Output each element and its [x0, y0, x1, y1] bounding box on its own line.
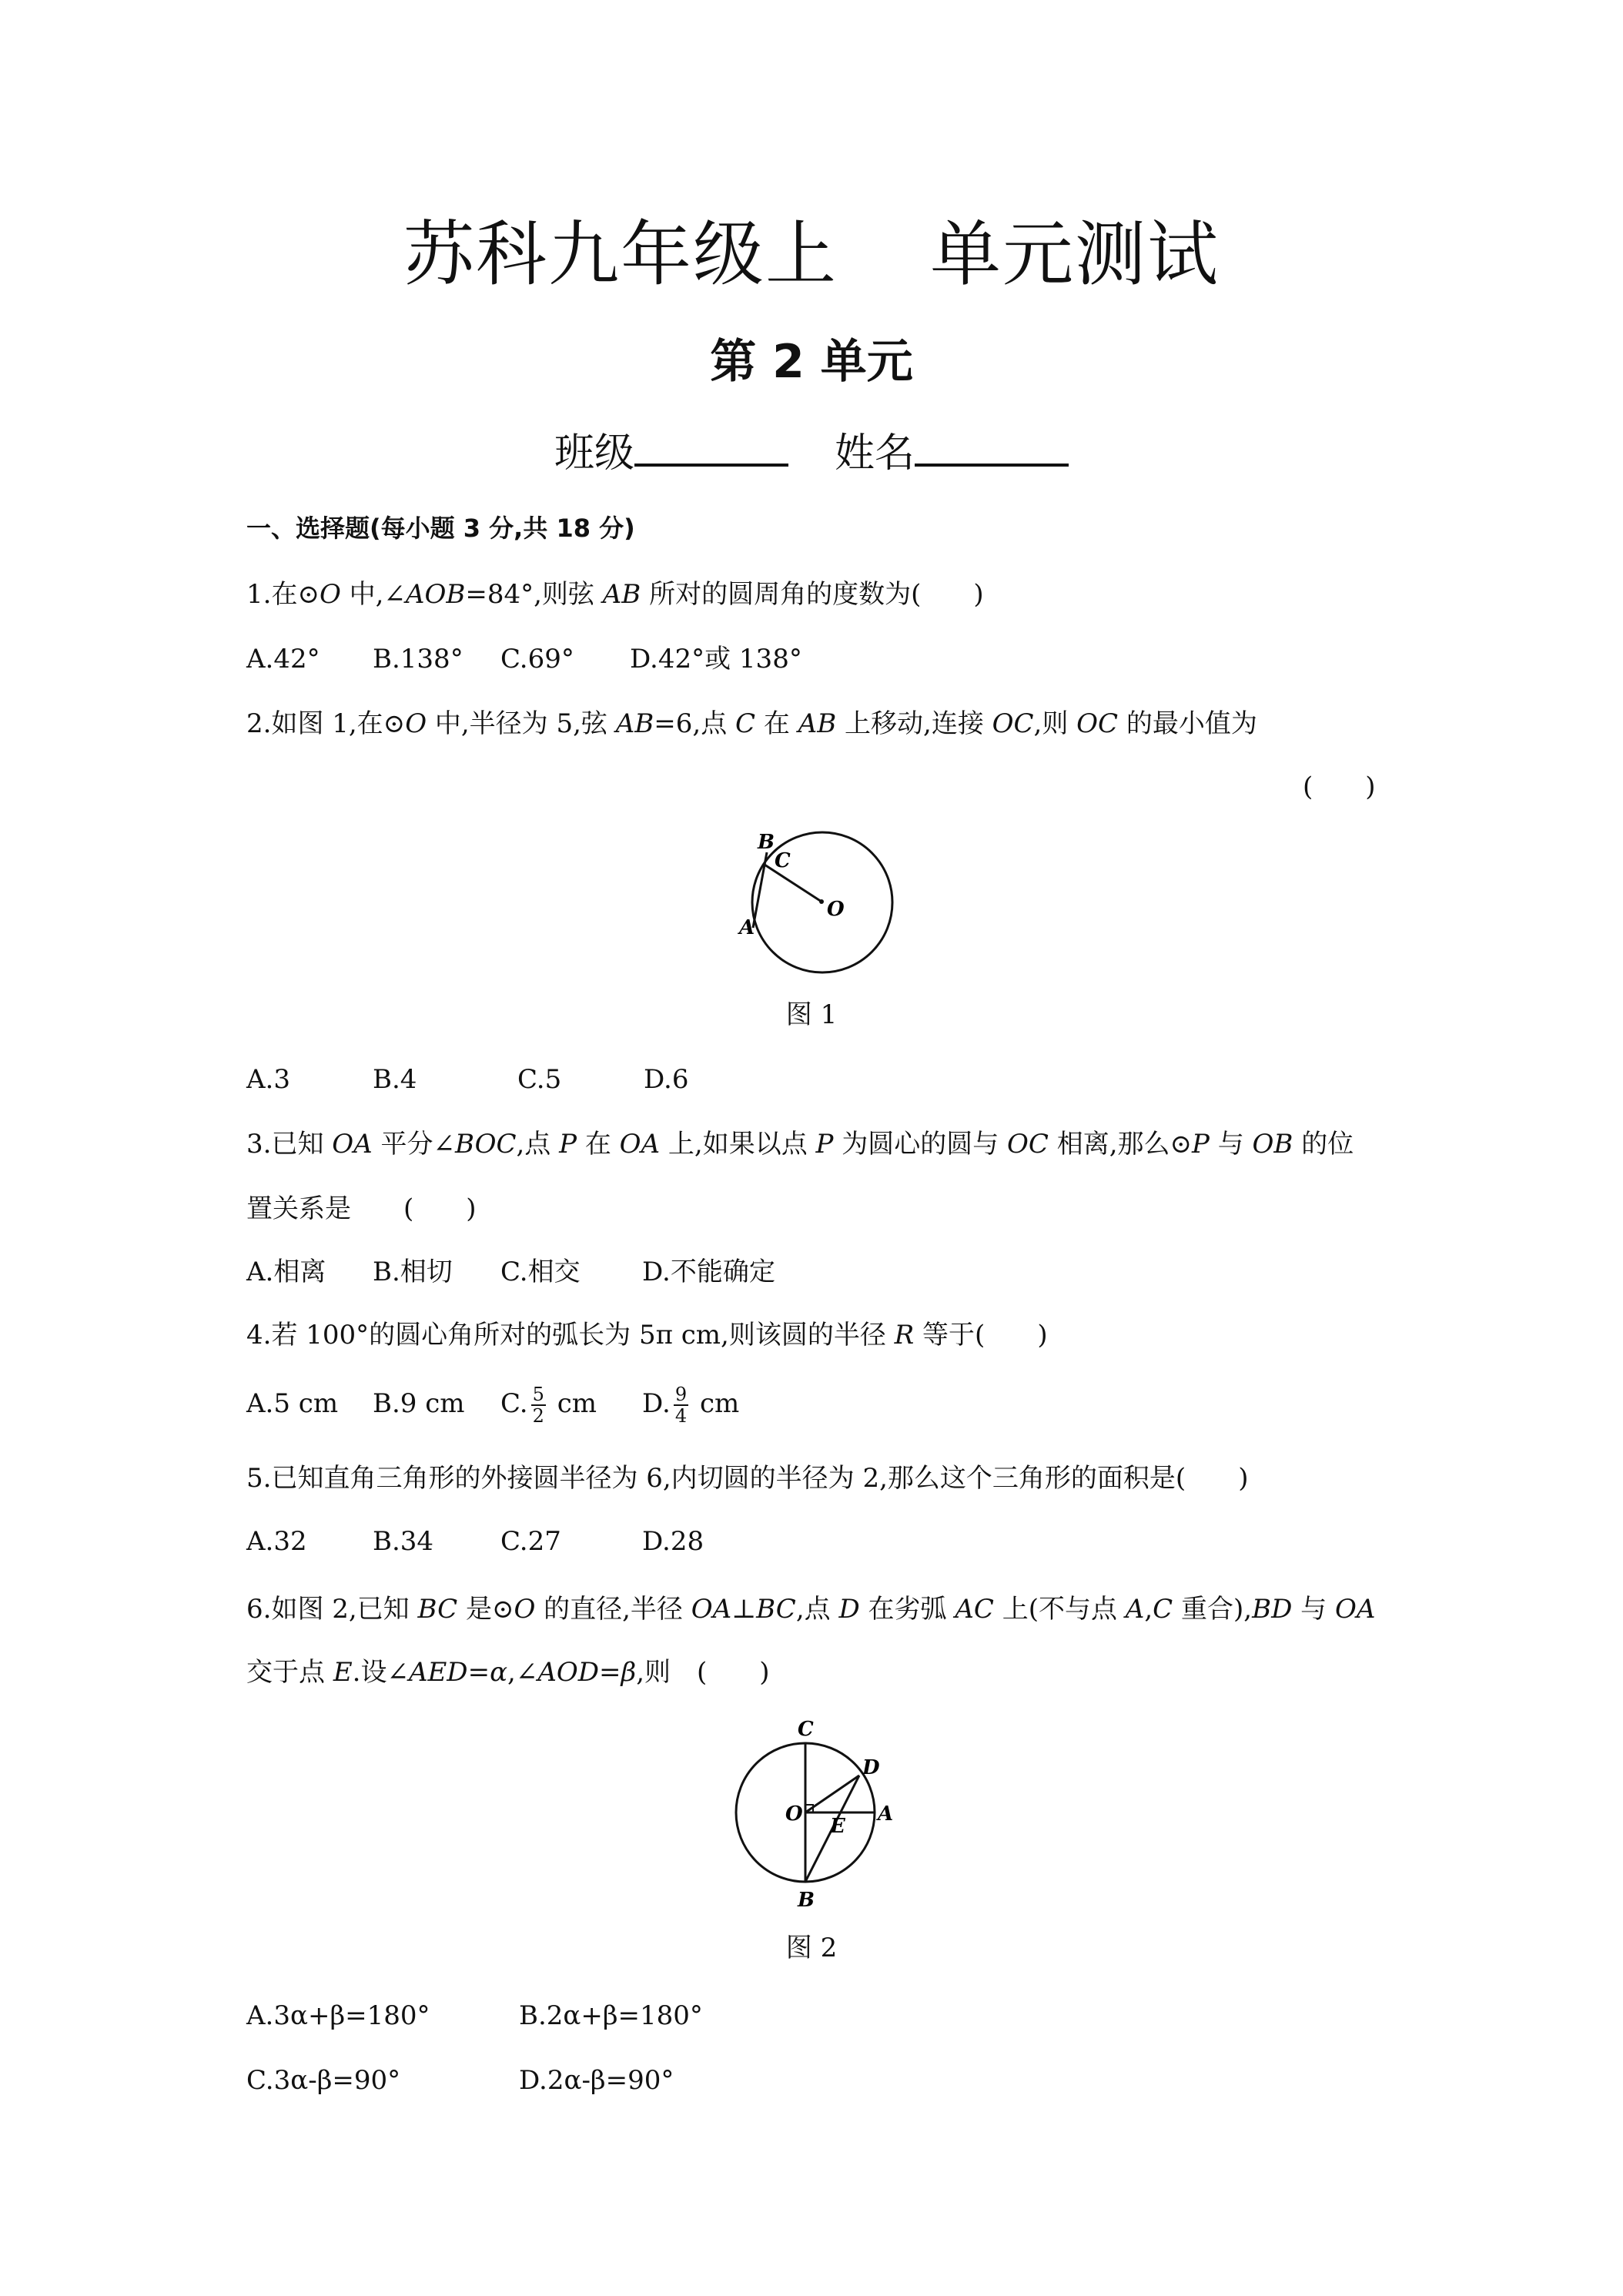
question-6: 6.如图 2,已知 BC 是⊙O 的直径,半径 OA⊥BC,点 D 在劣弧 AC 上(不与点 A,C 重合),BD 与 OA [246, 1594, 1376, 1625]
question-6-options-row-2 [246, 2062, 674, 2099]
option-d[interactable]: D.42°或 138° [630, 644, 802, 674]
question-2-answer-paren: ( ) [1303, 771, 1376, 802]
figure-2-label-e: E [830, 1815, 845, 1838]
option-b[interactable]: B.34 [373, 1526, 434, 1557]
option-c[interactable]: C.相交 [500, 1257, 581, 1287]
figure-2-label-b: B [798, 1889, 815, 1912]
class-blank[interactable] [634, 423, 788, 467]
figure-1-label-a: A [739, 916, 755, 939]
question-3: 3.已知 OA 平分∠BOC,点 P 在 OA 上,如果以点 P 为圆心的圆与 OC 相离,那么⊙P 与 OB 的位 [246, 1129, 1354, 1160]
figure-1 [724, 816, 909, 986]
option-c[interactable]: C.3α-β=90° [246, 2065, 401, 2096]
option-b[interactable]: B.2α+β=180° [519, 2000, 703, 2031]
unit-subtitle: 第 2 单元 [710, 335, 913, 389]
question-1-options [246, 641, 802, 678]
question-2-options [246, 1061, 689, 1098]
question-2: 2.如图 1,在⊙O 中,半径为 5,弦 AB=6,点 C 在 AB 上移动,连接 OC,则 OC 的最小值为 [246, 708, 1257, 739]
option-d[interactable]: D.不能确定 [642, 1257, 775, 1287]
question-4: 4.若 100°的圆心角所对的弧长为 5π cm,则该圆的半径 R 等于( ) [246, 1320, 1048, 1350]
option-b[interactable]: B.相切 [373, 1257, 453, 1287]
name-label: 姓名 [835, 430, 915, 477]
option-b[interactable]: B.4 [373, 1064, 417, 1095]
question-1: 1.在⊙O 中,∠AOB=84°,则弦 AB 所对的圆周角的度数为( ) [246, 579, 984, 610]
figure-2 [724, 1709, 909, 1917]
option-c-fraction: $\frac{5}{2}$ [532, 1384, 544, 1427]
question-4-options [246, 1384, 739, 1426]
figure-2-caption: 图 2 [785, 1933, 838, 1963]
option-d[interactable]: D.6 [644, 1064, 689, 1095]
option-a[interactable]: A.3 [246, 1064, 290, 1095]
figure-2-label-o: O [785, 1802, 803, 1826]
option-d[interactable]: D.28 [642, 1526, 704, 1557]
figure-1-caption: 图 1 [785, 999, 838, 1030]
page-title [0, 213, 1623, 297]
option-a[interactable]: A.5 cm [246, 1388, 339, 1419]
option-c[interactable]: C. $\frac{5}{2}$ cm [500, 1384, 597, 1427]
question-3-line-2: 置关系是 ( ) [246, 1193, 477, 1224]
option-d-fraction: $\frac{9}{4}$ [674, 1384, 688, 1427]
figure-1-segment-oc [765, 865, 822, 902]
figure-1-label-o: O [827, 898, 845, 921]
figure-2-label-d: D [862, 1756, 880, 1779]
name-blank[interactable] [915, 423, 1069, 467]
option-d[interactable]: D. $\frac{9}{4}$ cm [642, 1384, 740, 1427]
question-6-line-2: 交于点 E.设∠AED=α,∠AOD=β,则 ( ) [246, 1657, 770, 1688]
option-c[interactable]: C.69° [500, 644, 574, 674]
title-right: 单元测试 [930, 213, 1220, 296]
figure-1-label-b: B [758, 831, 775, 854]
figure-2-label-a: A [878, 1802, 894, 1826]
question-5-options [246, 1523, 704, 1560]
option-a[interactable]: A.相离 [246, 1257, 326, 1287]
option-a[interactable]: A.42° [246, 644, 320, 674]
option-a[interactable]: A.32 [246, 1526, 307, 1557]
figure-2-label-c: C [798, 1718, 814, 1741]
option-b[interactable]: B.9 cm [373, 1388, 465, 1419]
figure-1-center-dot [819, 899, 824, 904]
class-label: 班级 [554, 430, 634, 477]
section-heading: 一、选择题(每小题 3 分,共 18 分) [246, 514, 635, 543]
question-3-options [246, 1253, 775, 1290]
question-5: 5.已知直角三角形的外接圆半径为 6,内切圆的半径为 2,那么这个三角形的面积是( ) [246, 1463, 1249, 1494]
option-b[interactable]: B.138° [373, 644, 463, 674]
option-d[interactable]: D.2α-β=90° [519, 2065, 674, 2096]
figure-1-chord-ab [753, 852, 767, 928]
student-info-line [0, 423, 1623, 480]
option-c[interactable]: C.27 [500, 1526, 561, 1557]
option-c[interactable]: C.5 [517, 1064, 562, 1095]
figure-1-label-c: C [775, 849, 791, 872]
title-left: 苏科九年级上 [403, 213, 838, 296]
option-a[interactable]: A.3α+β=180° [246, 2000, 430, 2031]
question-6-options-row-1 [246, 1997, 703, 2034]
